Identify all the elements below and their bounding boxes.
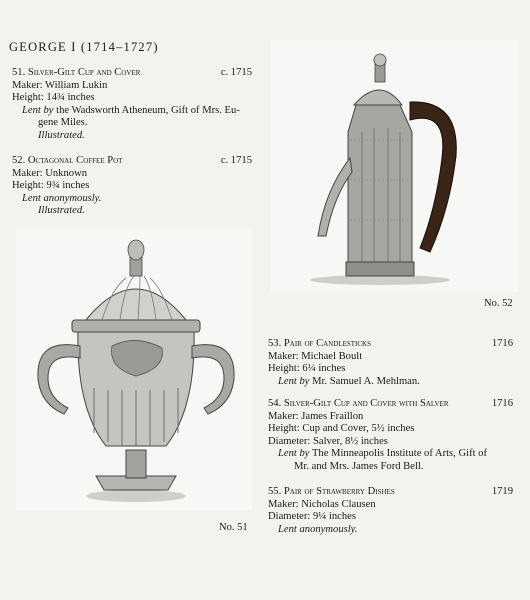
entry-date: 1719 [491, 486, 513, 497]
catalog-entry-54 [268, 398, 513, 473]
entry-title: 51. Silver-Gilt Cup and Cover [12, 67, 141, 78]
entry-diameter: Diameter: 9¼ inches [268, 511, 356, 522]
coffee-pot-photo [270, 40, 518, 292]
entry-lender: Lent anonymously. [22, 192, 102, 204]
entry-height: Height: Cup and Cover, 5½ inches [268, 423, 415, 434]
cup-illustration [16, 228, 252, 510]
entry-date: 1716 [491, 398, 513, 409]
section-heading: GEORGE I (1714–1727) [9, 40, 159, 54]
entry-lender: Lent by The Minneapolis Institute of Arts, Gift of [278, 448, 488, 459]
entry-date: c. 1715 [220, 67, 252, 78]
entry-title: 55. Pair of Strawberry Dishes [268, 486, 395, 497]
entry-title: 52. Octagonal Coffee Pot [12, 155, 123, 166]
entry-maker: Maker: Michael Boult [268, 350, 363, 362]
entry-date: 1716 [491, 338, 513, 349]
entry-maker: Maker: William Lukin [12, 79, 108, 91]
catalog-entry-52 [12, 155, 252, 218]
catalog-entry-51 [12, 67, 252, 142]
entry-diameter: Diameter: Salver, 8½ inches [268, 435, 388, 447]
entry-height: Height: 9¾ inches [12, 180, 90, 191]
entry-date: c. 1715 [220, 155, 252, 166]
entry-lender: Lent by the Wadsworth Atheneum, Gift of Mrs. Eu- [22, 104, 240, 116]
catalog-entry-53 [268, 338, 513, 388]
entry-lender: Lent by Mr. Samuel A. Mehlman. [278, 375, 420, 387]
entry-height: Height: 6¼ inches [268, 363, 346, 374]
cup-photo [16, 228, 252, 510]
catalog-entry-55 [268, 486, 513, 536]
entry-illustrated: Illustrated. [38, 205, 85, 216]
entry-lender: Lent anonymously. [278, 523, 358, 535]
entry-height: Height: 14¾ inches [12, 92, 95, 103]
entry-illustrated: Illustrated. [38, 129, 85, 141]
entry-title: 53. Pair of Candlesticks [268, 338, 371, 349]
coffee-pot-caption: No. 52 [484, 298, 513, 309]
entry-lender-continued: Mr. and Mrs. James Ford Bell. [294, 460, 424, 472]
cup-caption: No. 51 [219, 522, 248, 533]
entry-lender-continued: gene Miles. [38, 117, 88, 128]
entry-maker: Maker: Unknown [12, 167, 88, 179]
coffee-pot-illustration [270, 40, 518, 292]
entry-title: 54. Silver-Gilt Cup and Cover with Salver [268, 398, 449, 409]
entry-maker: Maker: James Fraillon [268, 410, 364, 422]
entry-maker: Maker: Nicholas Clausen [268, 498, 376, 510]
